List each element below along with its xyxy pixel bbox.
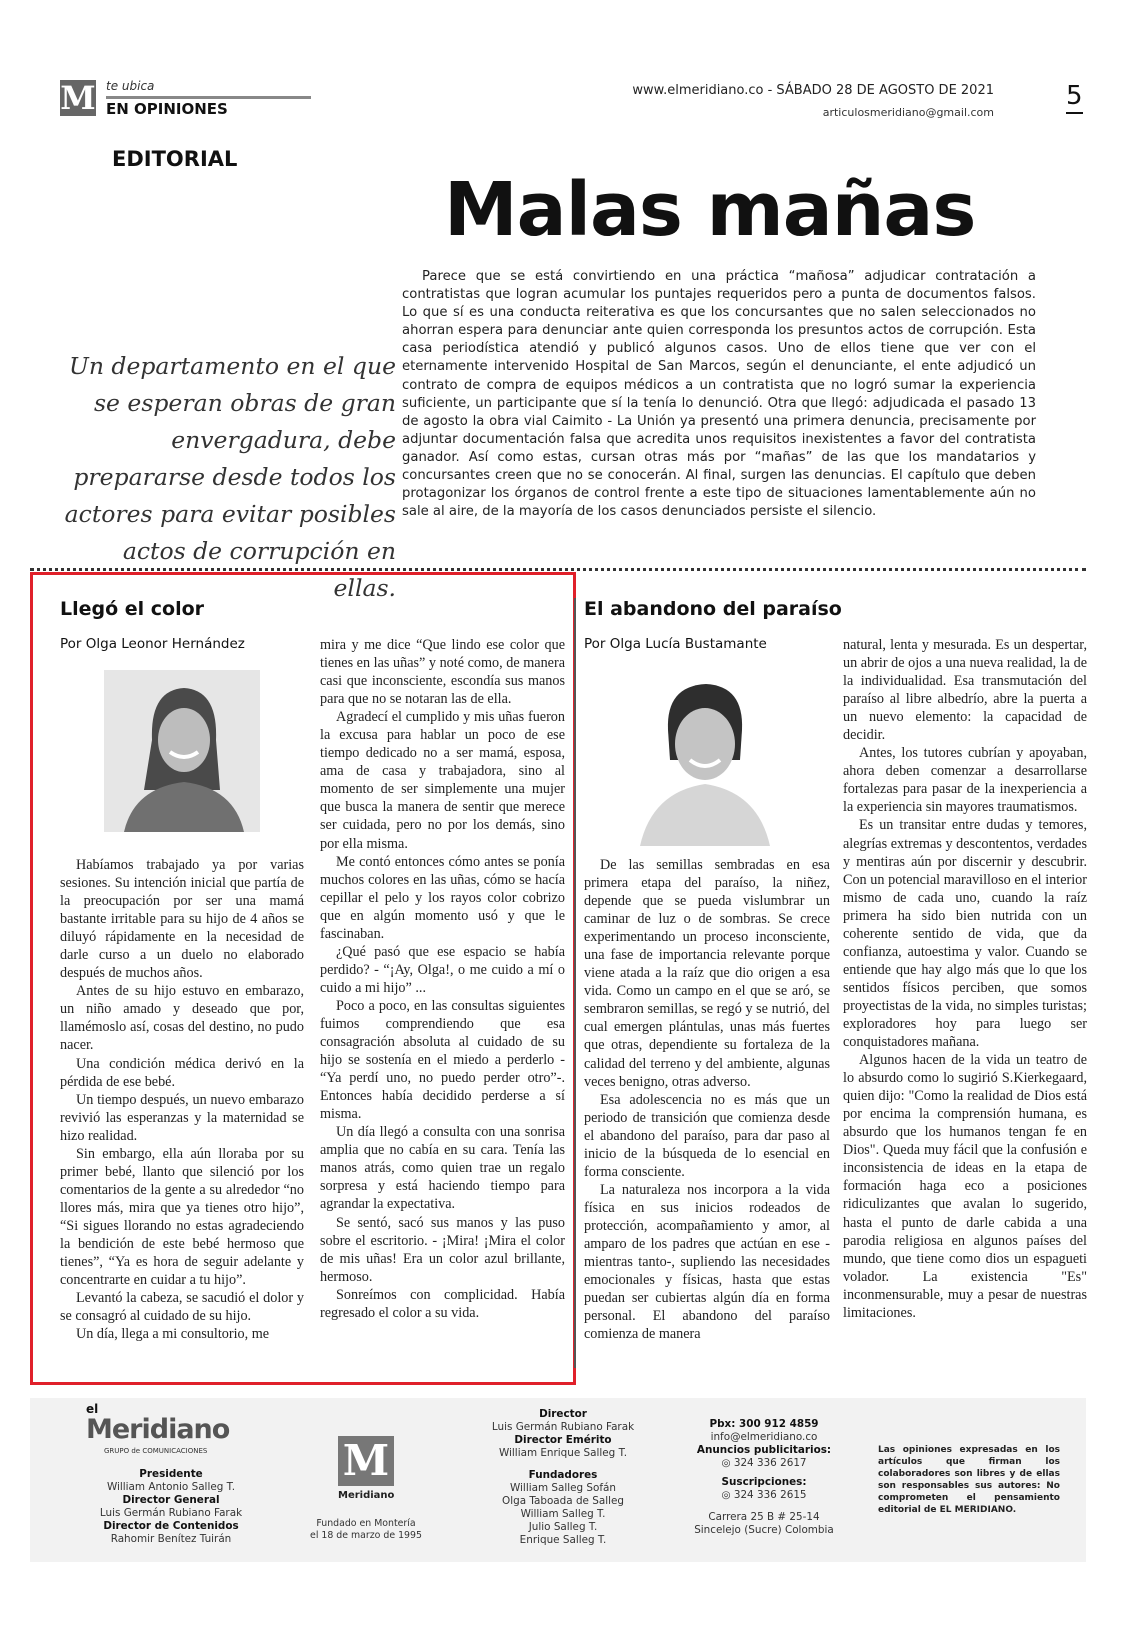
fundadores-label: Fundadores [528, 1469, 598, 1481]
article-left-title: Llegó el color [60, 598, 205, 620]
editorial-label: EDITORIAL [112, 147, 238, 171]
founded-info [300, 1518, 432, 1542]
director-general-label: Director General [122, 1494, 220, 1506]
fundador: William Salleg Sofán [510, 1482, 616, 1494]
section-tagline: EN OPINIONES [106, 100, 228, 118]
paragraph: Un día, llega a mi consultorio, me [76, 1326, 270, 1343]
tagline-small: te ubica [106, 79, 155, 93]
suscripciones-label: Suscripciones: [721, 1476, 807, 1488]
date-line[interactable]: www.elmeridiano.co - SÁBADO 28 DE AGOSTO DE 2021 [632, 83, 994, 98]
article-right-column-2 [843, 636, 1087, 1322]
director-emerito-name: William Enrique Salleg T. [498, 1447, 627, 1459]
author-photo-right [630, 660, 780, 846]
paragraph: Me contó entonces cómo antes se ponía muchos colores en las uñas, cómo se hacía cepillar el pelo y los rayos color cobrizo que en algún momento usó y que le fascinaban. [320, 853, 565, 942]
article-left-column-1 [60, 856, 304, 1343]
paragraph: Antes, los tutores cubrían y apoyaban, ahora deben comenzar a desarrollarse fortalezas para pasar de la inexperiencia a la experiencia sin mayores traumatismos. [843, 745, 1087, 816]
center-logo [338, 1436, 394, 1486]
paragraph: Sonreímos con complicidad. Había regresado el color a su vida. [320, 1286, 565, 1321]
paragraph: Habíamos trabajado ya por varias sesiones. Su intención inicial que partía de la preocupación por ser una mamá bastante irritable para su hijo de 4 años se diluyó rápidamente en la necesidad de darle curso a un duelo no elaborado después de muchos años. [60, 857, 304, 982]
fundador: Julio Salleg T. [528, 1521, 598, 1533]
article-right-column-1 [584, 856, 830, 1343]
article-right-title: El abandono del paraíso [584, 598, 842, 620]
pbx-number[interactable]: Pbx: 300 912 4859 [709, 1418, 819, 1430]
paragraph: La naturaleza nos incorpora a la vida física en sus inicios rodeados de protección, acompañamiento y amor, al amparo de los padres que actúan en ese -mientras tanto-, supliendo las necesidades emocionales y físicas, hasta que estas puedan ser cubiertas algún día en forma personal. El abandono del paraíso comienza de manera [584, 1181, 830, 1343]
section-divider [30, 568, 1086, 571]
paragraph: De las semillas sembradas en esa primera etapa del paraíso, la niñez, depende que se pueda vislumbrar un caminar de luz o de sombras. Se crece experimentando un proceso inconsciente, una fase de importancia relevante porque viene atada a la raíz que dio origen a esa vida. Como un campo en el que se aró, se sembraron semillas, se regó y se nutrió, del cual emergen plántulas, unas más fuertes que otras, dependiente su fortaleza de la calidad del terreno y del ambiente, algunas veces benigno, otras adverso. [584, 857, 830, 1090]
fundador: Enrique Salleg T. [519, 1534, 607, 1546]
article-right-byline: Por Olga Lucía Bustamante [584, 636, 767, 652]
paragraph: Es un transitar entre dudas y temores, alegrías extremas y descontentos, verdades y mentiras aún por discernir y descubrir. Con un potencial maravilloso en el interior mismo de cada uno, cuando la raíz primera ha sido bien nutrida con un coherente sentido de vida, que da confianza, autoestima y valor. Cuando se entiende que hay algo más que lo que los sentidos físicos perciben, que somos proyectistas de la vida, no simples turistas; exploradores hoy para luego ser conquistadores mañana. [843, 817, 1087, 1051]
paragraph: Agradecí el cumplido y mis uñas fueron la excusa para hablar un poco de ese tiempo dedicado no a ser mamá, esposa, ama de casa y trabajadora, sino al momento de ser simplemente una mujer que busca la manera de sentir que merece ser cuidada, pero no por los demás, sino por ella misma. [320, 709, 565, 852]
paragraph: Un día llegó a consulta con una sonrisa amplia que no cabía en su cara. Tenía las manos atrás, como quien trae un regalo sorpresa y está haciendo tiempo para agrandar la expectativa. [320, 1124, 565, 1213]
paragraph: Sin embargo, ella aún lloraba por su primer bebé, llanto que silenció por los comentarios de la gente a su alrededor “no llores más, mira que ya tienes otro hijo”, “Si sigues llorando no estas agradeciendo la bendición de este bebé hermoso que tienes”, “Ya es hora de seguir adelante y concentrarte en cuidar a tu hijo”. [60, 1145, 304, 1289]
editorial-body: Parece que se está convirtiendo en una práctica “mañosa” adjudicar contratación a contratistas que logran acumular los puntajes requeridos pero a punta de documentos falsos. Lo que sí es una conducta reiterativa es que los concursantes que no salen seleccionados no ahorran espera para denunciar ante quien corresponda los presuntos actos de corrupción. Esta casa periodística atendió y publicó algunos casos. Uno de ellos tiene que ver con el eternamente intervenido Hospital de San Marcos, según el denunciante, el ente adjudicó un contrato de compra de equipos médicos a un contratista que no logró sumar la experiencia suficiente, un participante que sí la tenía lo denunció. Otra que llegó: adjudicada el pasado 13 de agosto la obra vial Caimito - La Unión ya presentó una primera denuncia, precisamente por adjuntar documentación falsa que acredita unos requisitos inexistentes a favor del contratista ganador. Así como estas, cursan otras más por “mañas” de las que los mandatarios y concursantes creen que no se conocerán. Al final, surgen las denuncias. El capítulo que deben protagonizar los órganos de control frente a este tipo de situaciones lamentablemente aún no sale al aire, de la mayoría de los casos denunciados persiste el silencio. [402, 269, 1036, 520]
footer-staff-left [66, 1468, 276, 1546]
director-contenidos-name: Rahomir Benítez Tuirán [110, 1533, 232, 1545]
director-general-name: Luis Germán Rubiano Farak [99, 1507, 243, 1519]
footer-contact [676, 1418, 852, 1537]
director-label: Director [539, 1408, 587, 1420]
brand-el: el [86, 1402, 99, 1416]
paragraph: Esa adolescencia no es más que un periodo de transición que comienza desde el abandono del paraíso, para dar paso al inicio de la búsqueda de lo esencial en forma consciente. [584, 1091, 830, 1180]
whatsapp-icon: ◎ [721, 1457, 734, 1469]
editorial-headline: Malas mañas [444, 167, 976, 253]
address-line-1: Carrera 25 B # 25-14 [708, 1511, 820, 1523]
header-email[interactable]: articulosmeridiano@gmail.com [822, 106, 994, 119]
portrait-woman-icon [630, 660, 780, 846]
paragraph: Levantó la cabeza, se sacudió el dolor y se consagró al cuidado de su hijo. [60, 1290, 304, 1325]
founded-line-2: el 18 de marzo de 1995 [310, 1530, 422, 1541]
paragraph: Un tiempo después, un nuevo embarazo revivió las esperanzas y la maternidad se hizo realidad. [60, 1091, 304, 1144]
brand-name: Meridiano [86, 1414, 230, 1445]
logo-letter: M [60, 79, 96, 117]
fundador: William Salleg T. [520, 1508, 606, 1520]
footer-disclaimer: Las opiniones expresadas en los artículos que firman los colaboradores son libres y de ellas son responsables sus autores: No comprometen el pensamiento editorial de EL MERIDIANO. [878, 1445, 1060, 1515]
tagline-rule [106, 96, 311, 99]
editorial-pullquote: Un departamento en el que se esperan obras de gran envergadura, debe prepararse desde todos los actores para evitar posibles actos de corrupción en ellas. [64, 352, 396, 602]
paragraph: Algunos hacen de la vida un teatro de lo absurdo como lo sugirió S.Kierkegaard, quien dijo: "Como la realidad de Dios está por encima la comprensión humana, es absurdo que los humanos tengan fe en Dios". Queda muy fácil que la confusión e inconsistencia de ideas en la etapa de formación haga eco a posiciones ridiculizantes que avalan lo sugerido, hasta el punto de darle cabida a una parodia religiosa en algunos países del mundo, que tiene como dios un espagueti volador. La existencia "Es" inconmensurable, muy a pesar de nuestras limitaciones. [843, 1052, 1087, 1321]
page-number: 5 [1066, 80, 1083, 114]
paragraph: mira y me dice “Que lindo ese color que tienes en las uñas” y noté como, de manera casi que inconsciente, escondía sus manos para que no se notaran las de ella. [320, 637, 565, 708]
anuncios-phone-row[interactable] [676, 1457, 852, 1470]
paragraph: natural, lenta y mesurada. Es un despertar, un abrir de ojos a una nueva realidad, la de la individualidad. Esa transmutación del paraíso al libre albedrío, abre la puerta a un nuevo elemento: la capacidad de decidir. [843, 637, 1087, 744]
anuncios-label: Anuncios publicitarios: [696, 1444, 832, 1456]
whatsapp-icon: ◎ [721, 1489, 734, 1501]
paragraph: Antes de su hijo estuvo en embarazo, un niño amado y deseado que por, llamémoslo así, cosas del destino, no pudo nacer. [60, 983, 304, 1054]
paragraph: Una condición médica derivó en la pérdida de ese bebé. [60, 1055, 304, 1090]
author-photo-left [104, 670, 260, 832]
director-emerito-label: Director Emérito [514, 1434, 612, 1446]
suscripciones-phone: 324 336 2615 [733, 1489, 807, 1501]
newspaper-logo [60, 80, 96, 116]
presidente-name: William Antonio Salleg T. [106, 1481, 236, 1493]
article-left-byline: Por Olga Leonor Hernández [60, 636, 245, 652]
brand-subtitle: GRUPO de COMUNICACIONES [104, 1447, 208, 1455]
address-line-2: Sincelejo (Sucre) Colombia [694, 1524, 834, 1536]
paragraph: Poco a poco, en las consultas siguientes fuimos comprendiendo que esa consagración absoluta al cuidado de su hijo se sostenía en el miedo a perderlo - “Ya perdí uno, no puedo perder otro”-. Entonces había decidido perderse a sí misma. [320, 997, 565, 1123]
presidente-label: Presidente [139, 1468, 203, 1480]
paragraph: ¿Qué pasó que ese espacio se había perdido? - “¡Ay, Olga!, o me cuido a mí o cuido a mi hijo” ... [320, 943, 565, 996]
article-left-column-2 [320, 636, 565, 1322]
director-contenidos-label: Director de Contenidos [103, 1520, 239, 1532]
footer-staff-center [478, 1408, 648, 1547]
suscripciones-phone-row[interactable] [676, 1489, 852, 1502]
column-divider [574, 598, 576, 1368]
portrait-woman-icon [104, 670, 260, 832]
founded-line-1: Fundado en Montería [316, 1518, 416, 1529]
director-name: Luis Germán Rubiano Farak [491, 1421, 635, 1433]
center-logo-letter: M [342, 1436, 390, 1485]
contact-email[interactable]: info@elmeridiano.co [710, 1431, 818, 1443]
center-logo-name: Meridiano [338, 1490, 395, 1501]
anuncios-phone: 324 336 2617 [733, 1457, 807, 1469]
paragraph: Se sentó, sacó sus manos y las puso sobre el escritorio. - ¡Mira! ¡Mira el color de mis uñas! Era un color azul brillante, hermoso. [320, 1214, 565, 1285]
fundador: Olga Taboada de Salleg [502, 1495, 624, 1507]
